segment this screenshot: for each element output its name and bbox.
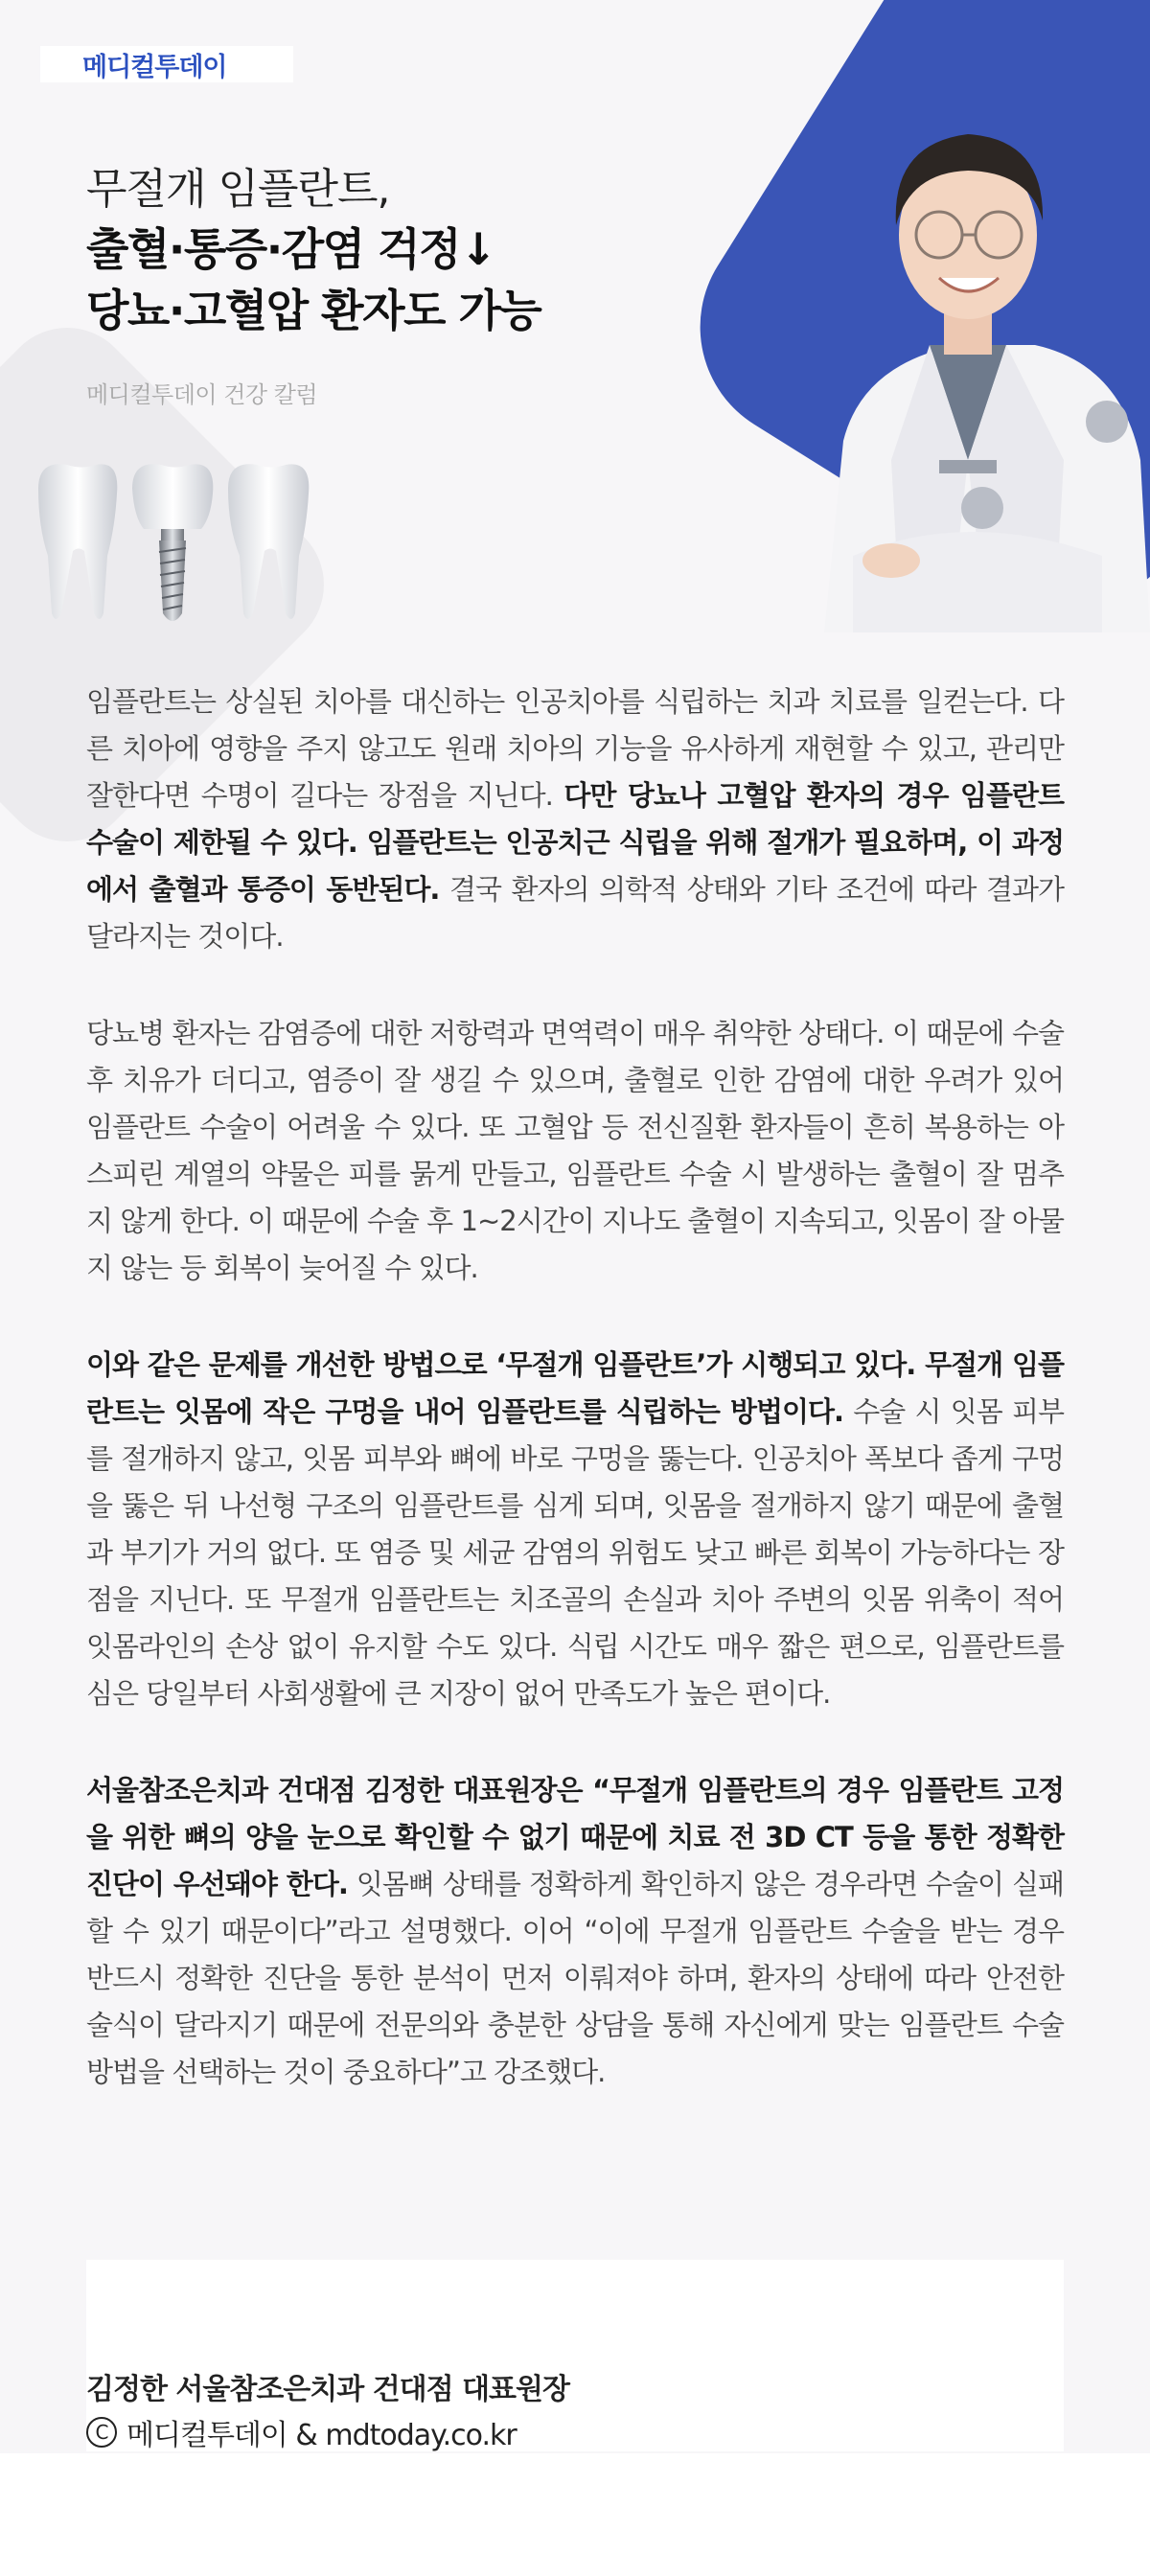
- article-paragraph-4: [86, 1767, 1064, 2096]
- author-credit: 김정한 서울참조은치과 건대점 대표원장: [86, 2373, 569, 2406]
- paragraph-emphasis: 이와 같은 문제를 개선한 방법으로 ‘무절개 임플란트’가 시행되고 있다. 무절개 임플란트는 잇몸에 작은 구멍을 내어 임플란트를 식립하는 방법이다.: [86, 1348, 1064, 1428]
- paragraph-emphasis: 다만 당뇨나 고혈압 환자의 경우 임플란트 수술이 제한될 수 있다. 임플란트는 인공치근 식립을 위해 절개가 필요하며, 이 과정에서 출혈과 통증이 동반된다.: [86, 779, 1064, 906]
- article-paragraph-2: 당뇨병 환자는 감염증에 대한 저항력과 면역력이 매우 취약한 상태다. 이 때문에 수술 후 치유가 더디고, 염증이 잘 생길 수 있으며, 출혈로 인한 감염에 대한 우려가 있어 임플란트 수술이 어려울 수 있다. 또 고혈압 등 전신질환 환자들이 흔히 복용하는 아스피린 계열의 약물은 피를 묽게 만들고, 임플란트 수술 시 발생하는 출혈이 잘 멈추지 않게 한다. 이 때문에 수술 후 1~2시간이 지나도 출혈이 지속되고, 잇몸이 잘 아물지 않는 등 회복이 늦어질 수 있다.: [86, 1017, 1064, 1284]
- headline-line-2: 출혈·통증·감염 걱정↓: [86, 223, 495, 275]
- teeth-implant-illustration: [29, 460, 316, 632]
- brand-logo-text: 메디컬투데이: [82, 52, 227, 82]
- copyright-line: [86, 2411, 517, 2453]
- article-paragraph-3: [86, 1342, 1064, 1717]
- paragraph-text: 수술 시 잇몸 피부를 절개하지 않고, 잇몸 피부와 뼈에 바로 구멍을 뚫는다. 인공치아 폭보다 좁게 구멍을 뚫은 뒤 나선형 구조의 임플란트를 심게 되며, 잇몸을 절개하지 않기 때문에 출혈과 부기가 거의 없다. 또 염증 및 세균 감염의 위험도 낮고 빠른 회복이 가능하다는 장점을 지닌다. 또 무절개 임플란트는 치조골의 손실과 치아 주변의 잇몸 위축이 적어 잇몸라인의 손상 없이 유지할 수도 있다. 식립 시간도 매우 짧은 편으로, 임플란트를 심은 당일부터 사회생활에 큰 지장이 없어 만족도가 높은 편이다.: [86, 1395, 1064, 1710]
- headline-line-1: 무절개 임플란트,: [86, 165, 390, 214]
- article-body: [86, 678, 1064, 2146]
- headline: [86, 161, 540, 341]
- paragraph-emphasis: 서울참조은치과 건대점 김정한 대표원장은 “무절개 임플란트의 경우 임플란트 고정을 위한 뼈의 양을 눈으로 확인할 수 없기 때문에 치료 전 3D CT 등을 통한 정확한 진단이 우선돼야 한다.: [86, 1774, 1064, 1900]
- article-paragraph-1: [86, 678, 1064, 960]
- paragraph-text: 잇몸뼈 상태를 정확하게 확인하지 않은 경우라면 수술이 실패할 수 있기 때문이다”라고 설명했다. 이어 “이에 무절개 임플란트 수술을 받는 경우 반드시 정확한 진단을 통한 분석이 먼저 이뤄져야 하며, 환자의 상태에 따라 안전한 술식이 달라지기 때문에 전문의와 충분한 상담을 통해 자신에게 맞는 임플란트 수술 방법을 선택하는 것이 중요하다”고 강조했다.: [86, 1868, 1064, 2088]
- paragraph-text: 결국 환자의 의학적 상태와 기타 조건에 따라 결과가 달라지는 것이다.: [86, 873, 1064, 953]
- headline-line-3: 당뇨·고혈압 환자도 가능: [86, 285, 541, 336]
- doctor-photo: [786, 58, 1150, 632]
- copyright-icon: C: [86, 2417, 117, 2448]
- brand-logo[interactable]: [40, 46, 293, 82]
- paragraph-text: 임플란트는 상실된 치아를 대신하는 인공치아를 식립하는 치과 치료를 일컫는다. 다른 치아에 영향을 주지 않고도 원래 치아의 기능을 유사하게 재현할 수 있고, 관리만 잘한다면 수명이 길다는 장점을 지닌다.: [86, 685, 1064, 812]
- author-footer: [86, 2260, 1064, 2451]
- copyright-text: 메디컬투데이 & mdtoday.co.kr: [126, 2419, 517, 2452]
- column-label: 메디컬투데이 건강 칼럼: [86, 381, 318, 408]
